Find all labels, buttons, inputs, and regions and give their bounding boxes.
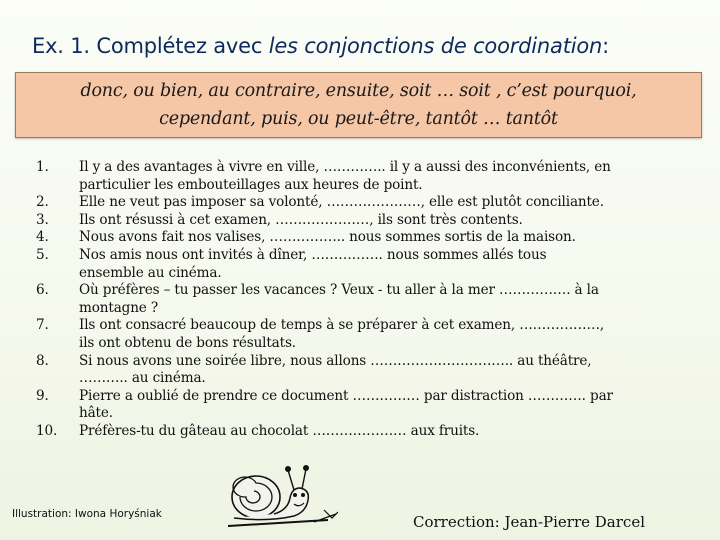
title-suffix: : — [602, 34, 610, 58]
exercise-line: Elle ne veut pas imposer sa volonté, …………………, elle est plutôt conciliante. — [79, 194, 604, 211]
exercise-number: 1. — [36, 159, 49, 175]
exercise-text — [79, 247, 696, 282]
exercise-number: 2. — [36, 194, 49, 211]
exercise-text — [79, 423, 696, 441]
exercise-item-8 — [36, 353, 696, 388]
exercise-number: 7. — [36, 317, 49, 334]
exercise-item-7 — [36, 317, 696, 352]
conjunctions-line-1: donc, ou bien, au contraire, ensuite, soit … soit , c’est pourquoi, — [80, 81, 637, 101]
exercise-text — [79, 388, 696, 423]
exercise-text — [79, 317, 696, 352]
exercise-number: 8. — [36, 352, 49, 369]
exercise-line: Nous avons fait nos valises, …………….. nous sommes sortis de la maison. — [79, 229, 576, 246]
exercise-line: Nos amis nous ont invités à dîner, ……………. nous sommes allés tous — [79, 246, 547, 263]
exercise-number: 10. — [36, 422, 58, 439]
exercise-number: 4. — [36, 229, 49, 246]
exercise-number: 3. — [36, 211, 49, 228]
conjunctions-line-2: cependant, puis, ou peut-être, tantôt … tantôt — [159, 109, 558, 129]
exercise-line: particulier les embouteillages aux heures de point. — [79, 176, 423, 193]
exercise-number: 6. — [36, 282, 49, 299]
illustration-credit: Illustration: Iwona Horyśniak — [12, 508, 162, 520]
page-title — [32, 34, 712, 58]
exercise-item-3 — [36, 212, 696, 230]
exercise-line: Si nous avons une soirée libre, nous allons ………………………….. au théâtre, — [79, 352, 592, 369]
exercise-item-10 — [36, 423, 696, 441]
exercise-text — [79, 282, 696, 317]
exercise-line: Où préfères – tu passer les vacances ? Veux - tu aller à la mer ……………. à la — [79, 282, 599, 299]
title-emphasis: les conjonctions de coordination — [268, 34, 603, 58]
title-prefix: Ex. 1. Complétez avec — [32, 34, 269, 58]
conjunctions-box — [15, 72, 702, 138]
exercise-line: Ils ont résussi à cet examen, …………………, ils sont très contents. — [79, 211, 523, 228]
exercise-line: ils ont obtenu de bons résultats. — [79, 334, 296, 351]
exercise-line: Il y a des avantages à vivre en ville, ………….. il y a aussi des inconvénients, en — [79, 159, 611, 175]
exercise-item-5 — [36, 247, 696, 282]
exercise-line: Pierre a oublié de prendre ce document …………… par distraction …………. par — [79, 387, 613, 404]
exercise-list — [36, 159, 696, 441]
exercise-line: ……….. au cinéma. — [79, 370, 206, 387]
exercise-item-6 — [36, 282, 696, 317]
correction-credit: Correction: Jean-Pierre Darcel — [413, 513, 645, 531]
exercise-text — [79, 194, 696, 212]
exercise-item-4 — [36, 229, 696, 247]
exercise-item-1 — [36, 159, 696, 194]
exercise-line: Ils ont consacré beaucoup de temps à se préparer à cet examen, ………………, — [79, 317, 605, 334]
exercise-text — [79, 159, 696, 194]
exercise-line: montagne ? — [79, 299, 159, 316]
exercise-line: Préfères-tu du gâteau au chocolat ………………… aux fruits. — [79, 422, 480, 439]
exercise-item-9 — [36, 388, 696, 423]
exercise-text — [79, 353, 696, 388]
snail-illustration — [228, 462, 338, 537]
exercise-item-2 — [36, 194, 696, 212]
exercise-text — [79, 212, 696, 230]
exercise-line: hâte. — [79, 405, 113, 422]
exercise-line: ensemble au cinéma. — [79, 264, 222, 281]
exercise-number: 5. — [36, 246, 49, 263]
exercise-number: 9. — [36, 387, 49, 404]
exercise-text — [79, 229, 696, 247]
